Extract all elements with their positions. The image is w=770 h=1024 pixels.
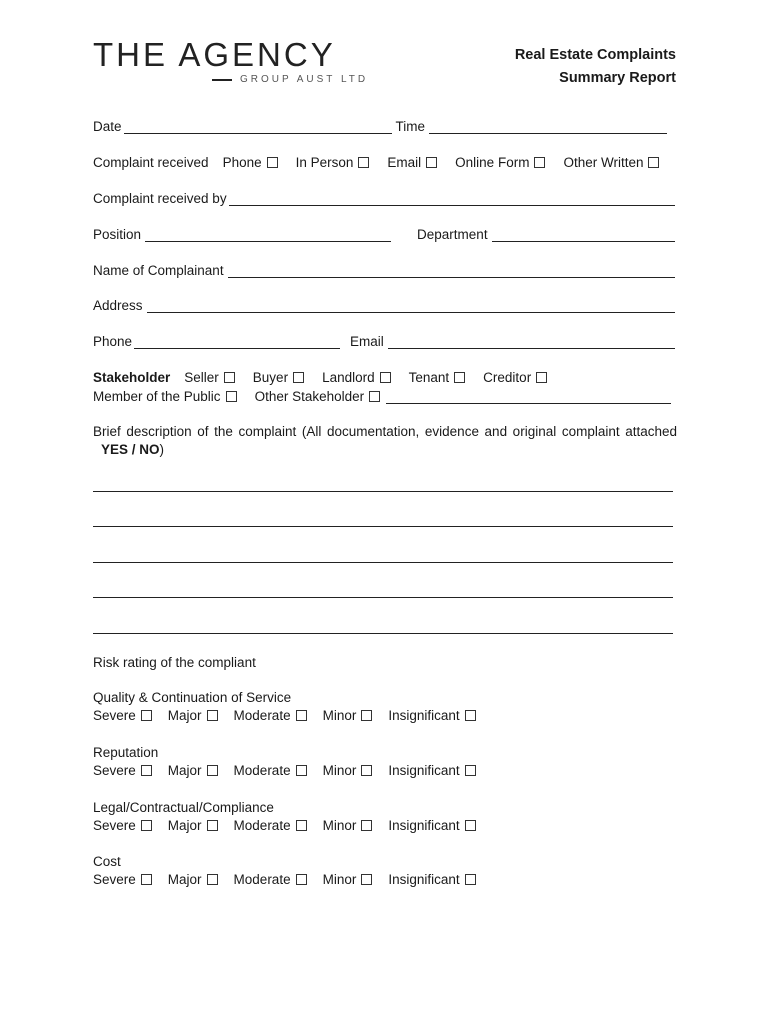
department-field[interactable]	[492, 227, 675, 242]
checkbox[interactable]	[361, 820, 372, 831]
option-label: Major	[167, 708, 202, 723]
option-label: Severe	[93, 818, 136, 833]
stakeholder-row	[93, 367, 677, 385]
time-label: Time	[395, 119, 426, 134]
option-label: Buyer	[252, 370, 289, 385]
option-seller[interactable]	[184, 370, 239, 385]
checkbox[interactable]	[224, 372, 235, 383]
stakeholder-row-2	[93, 386, 677, 404]
description-text: Brief description of the complaint (All documentation, evidence and original complaint attached	[93, 424, 677, 439]
checkbox[interactable]	[465, 710, 476, 721]
rating-minor[interactable]	[323, 818, 377, 833]
option-label: Minor	[322, 872, 357, 887]
email-field[interactable]	[388, 334, 675, 349]
checkbox[interactable]	[361, 765, 372, 776]
option-label: Tenant	[408, 370, 450, 385]
checkbox[interactable]	[296, 874, 307, 885]
option-label: Email	[387, 155, 422, 170]
checkbox[interactable]	[361, 710, 372, 721]
description-line-3[interactable]	[93, 562, 673, 563]
option-label: Insignificant	[388, 818, 460, 833]
option-label: Insignificant	[388, 708, 460, 723]
rating-major[interactable]	[168, 818, 222, 833]
option-label: Moderate	[233, 708, 291, 723]
checkbox[interactable]	[358, 157, 369, 168]
risk-rating-row-cost	[93, 872, 492, 887]
department-label: Department	[417, 227, 488, 242]
phone-email-row	[93, 331, 677, 349]
title-line-1: Real Estate Complaints	[514, 47, 676, 63]
checkbox[interactable]	[207, 820, 218, 831]
option-label: Creditor	[483, 370, 532, 385]
description-line-1[interactable]	[93, 491, 673, 492]
time-field[interactable]	[429, 119, 667, 134]
complainant-name-field[interactable]	[228, 263, 675, 278]
checkbox[interactable]	[226, 391, 237, 402]
checkbox[interactable]	[465, 874, 476, 885]
risk-rating-row-quality	[93, 708, 492, 723]
document-title	[416, 44, 676, 90]
checkbox[interactable]	[465, 765, 476, 776]
option-label: Major	[167, 818, 202, 833]
checkbox[interactable]	[293, 372, 304, 383]
risk-rating-row-reputation	[93, 763, 492, 778]
option-label: Major	[167, 763, 202, 778]
checkbox[interactable]	[536, 372, 547, 383]
rating-moderate[interactable]	[234, 818, 311, 833]
checkbox[interactable]	[141, 710, 152, 721]
option-email[interactable]	[387, 155, 441, 170]
phone-field[interactable]	[134, 334, 340, 349]
rating-minor[interactable]	[323, 708, 377, 723]
complainant-name-row	[93, 260, 677, 278]
option-label: Seller	[184, 370, 219, 385]
position-field[interactable]	[145, 227, 391, 242]
checkbox[interactable]	[454, 372, 465, 383]
logo-dash	[212, 79, 232, 81]
description-close: )	[159, 442, 165, 457]
rating-insignificant[interactable]	[388, 763, 479, 778]
complaint-received-row	[93, 152, 677, 170]
checkbox[interactable]	[296, 820, 307, 831]
date-field[interactable]	[124, 119, 392, 134]
risk-category-legal: Legal/Contractual/Compliance	[93, 800, 274, 815]
rating-severe[interactable]	[93, 818, 156, 833]
option-label: Severe	[93, 763, 136, 778]
option-label: Moderate	[233, 763, 291, 778]
checkbox[interactable]	[207, 765, 218, 776]
checkbox[interactable]	[369, 391, 380, 402]
checkbox[interactable]	[141, 874, 152, 885]
option-creditor[interactable]	[483, 370, 551, 385]
risk-category-reputation: Reputation	[93, 745, 159, 760]
option-phone[interactable]	[223, 155, 282, 170]
option-label: Moderate	[233, 818, 291, 833]
option-label: In Person	[295, 155, 354, 170]
option-label: Other Written	[563, 155, 644, 170]
option-label: Minor	[322, 818, 357, 833]
checkbox[interactable]	[534, 157, 545, 168]
received-by-label: Complaint received by	[93, 191, 227, 206]
description-line-5[interactable]	[93, 633, 673, 634]
rating-severe[interactable]	[93, 872, 156, 887]
risk-category-cost: Cost	[93, 854, 121, 869]
risk-category-quality: Quality & Continuation of Service	[93, 690, 292, 705]
received-by-field[interactable]	[229, 191, 675, 206]
complaint-received-label: Complaint received	[93, 155, 209, 170]
checkbox[interactable]	[465, 820, 476, 831]
option-label: Phone	[222, 155, 262, 170]
address-field[interactable]	[147, 298, 675, 313]
date-time-row	[93, 116, 677, 134]
checkbox[interactable]	[296, 765, 307, 776]
complainant-name-label: Name of Complainant	[93, 263, 224, 278]
position-label: Position	[93, 227, 142, 242]
rating-severe[interactable]	[93, 708, 156, 723]
checkbox[interactable]	[207, 874, 218, 885]
checkbox[interactable]	[426, 157, 437, 168]
option-label: Landlord	[322, 370, 375, 385]
rating-moderate[interactable]	[234, 708, 311, 723]
rating-major[interactable]	[168, 708, 222, 723]
option-tenant[interactable]	[409, 370, 470, 385]
option-label: Severe	[93, 708, 136, 723]
option-label: Online Form	[455, 155, 530, 170]
description-prompt	[93, 423, 677, 459]
checkbox[interactable]	[141, 765, 152, 776]
address-row	[93, 295, 677, 313]
rating-minor[interactable]	[323, 763, 377, 778]
option-label: Moderate	[233, 872, 291, 887]
option-buyer[interactable]	[253, 370, 308, 385]
company-logo-subtitle: GROUP AUST LTD	[240, 74, 369, 85]
checkbox[interactable]	[141, 820, 152, 831]
rating-moderate[interactable]	[234, 763, 311, 778]
option-member-public[interactable]	[93, 389, 241, 404]
phone-label: Phone	[93, 334, 133, 349]
option-landlord[interactable]	[322, 370, 395, 385]
received-by-row	[93, 188, 677, 206]
yes-no-label: YES / NO	[101, 442, 160, 457]
option-label: Member of the Public	[93, 389, 221, 404]
option-label: Major	[167, 872, 202, 887]
option-label: Minor	[322, 763, 357, 778]
checkbox[interactable]	[296, 710, 307, 721]
rating-insignificant[interactable]	[388, 708, 479, 723]
option-label: Minor	[322, 708, 357, 723]
checkbox[interactable]	[267, 157, 278, 168]
checkbox[interactable]	[207, 710, 218, 721]
option-online-form[interactable]	[455, 155, 549, 170]
company-logo: THE AGENCY	[93, 36, 336, 73]
email-label: Email	[350, 334, 384, 349]
title-line-2: Summary Report	[559, 70, 676, 86]
option-in-person[interactable]	[296, 155, 374, 170]
option-label: Other Stakeholder	[254, 389, 365, 404]
position-department-row	[93, 224, 677, 242]
checkbox[interactable]	[380, 372, 391, 383]
description-line-4[interactable]	[93, 597, 673, 598]
option-label: Insignificant	[388, 872, 460, 887]
stakeholder-label: Stakeholder	[93, 370, 171, 385]
rating-major[interactable]	[168, 763, 222, 778]
rating-insignificant[interactable]	[388, 818, 479, 833]
option-other-stakeholder[interactable]	[255, 389, 385, 404]
option-other-written[interactable]	[563, 155, 663, 170]
option-label: Severe	[93, 872, 136, 887]
risk-heading: Risk rating of the compliant	[93, 655, 256, 670]
rating-severe[interactable]	[93, 763, 156, 778]
rating-moderate[interactable]	[234, 872, 311, 887]
checkbox[interactable]	[361, 874, 372, 885]
rating-major[interactable]	[168, 872, 222, 887]
rating-minor[interactable]	[323, 872, 377, 887]
other-stakeholder-field[interactable]	[386, 389, 671, 404]
checkbox[interactable]	[648, 157, 659, 168]
risk-rating-row-legal	[93, 818, 492, 833]
address-label: Address	[93, 298, 143, 313]
rating-insignificant[interactable]	[388, 872, 479, 887]
description-line-2[interactable]	[93, 526, 673, 527]
option-label: Insignificant	[388, 763, 460, 778]
date-label: Date	[93, 119, 122, 134]
